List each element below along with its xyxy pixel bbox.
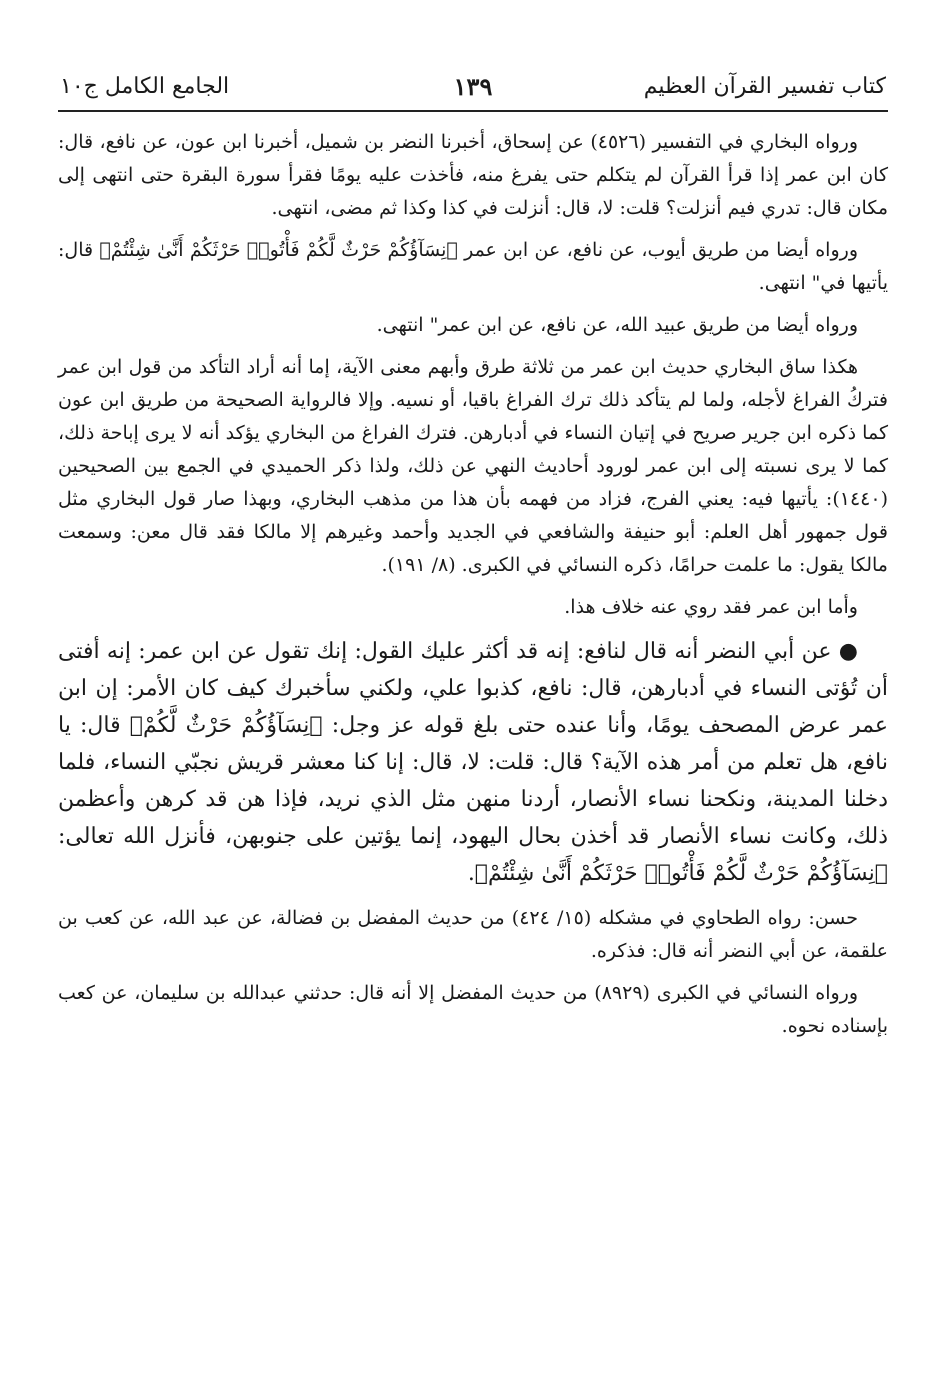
paragraph-commentary: هكذا ساق البخاري حديث ابن عمر من ثلاثة طرق وأبهم معنى الآية، إما أنه أراد التأكد من قول ابن عمر فتركُ الفراغ لأجله، ولما لم يتأكد ذلك ترك الفراغ باقيا، أو نسيه. وإلا فالرواية الصحيحة من طريق ابن عون كما ذكره ابن جرير صريح في إتيان النساء في أدبارهن. فترك الفراغ من البخاري يؤكد أنه لا يرى إباحة ذلك، كما لا يرى نسبته إلى ابن عمر لورود أحاديث النهي عن ذلك، ولذا ذكر الحميدي في الجمع بين الصحيحين (١٤٤٠): يأتيها فيه: يعني الفرج، فزاد من فهمه بأن هذا من مذهب البخاري، وبهذا صار قول البخاري مثل قول جمهور أهل العلم: أبو حنيفة والشافعي في الجديد وأحمد وغيرهم إلا مالكا فقد قال معن: وسمعت مالكا يقول: ما علمت حرامًا، ذكره النسائي في الكبرى. (٨/ ١٩١).	[58, 356, 888, 576]
book-title: كتاب تفسير القرآن العظيم	[643, 74, 886, 99]
hadith-abu-nadr: ● عن أبي النضر أنه قال لنافع: إنه قد أكثر عليك القول: إنك تقول عن ابن عمر: إنه أفتى أن تُؤتى النساء في أدبارهن، قال: نافع، كذبوا علي، ولكني سأخبرك كيف كان الأمر: إن ابن عمر عرض المصحف يومًا، وأنا عنده حتى بلغ قوله عز وجل: ﴿نِسَآؤُكُمْ حَرْثٌ لَّكُمْ﴾ قال: يا نافع، هل تعلم من أمر هذه الآية؟ قال: قلت: لا، قال: إنا كنا معشر قريش نجبّي النساء، فلما دخلنا المدينة، ونكحنا نساء الأنصار، أردنا منهن مثل الذي نريد، فإذا هن قد كرهن وأعظمن ذلك، وكانت نساء الأنصار قد أخذن بحال اليهود، إنما يؤتين على جنوبهن، فأنزل الله تعالى: ﴿نِسَآؤُكُمْ حَرْثٌ لَّكُمْ فَأْتُوا۟ حَرْثَكُمْ أَنَّىٰ شِئْتُمْ﴾.	[58, 639, 888, 886]
paragraph-tahawi-grading: حسن: رواه الطحاوي في مشكله (١٥/ ٤٢٤) من حديث المفضل بن فضالة، عن عبد الله، عن كعب بن علقمة، عن أبي النضر أنه قال: فذكره.	[58, 907, 888, 962]
paragraph-ayyub-route: ورواه أيضا من طريق أيوب، عن نافع، عن ابن عمر ﴿نِسَآؤُكُمْ حَرْثٌ لَّكُمْ فَأْتُوا۟ حَرْثَكُمْ أَنَّىٰ شِئْتُمْ﴾ قال: يأتيها في" انتهى.	[58, 239, 888, 294]
paragraph-ubaydullah-route: ورواه أيضا من طريق عبيد الله، عن نافع، عن ابن عمر" انتهى.	[376, 314, 858, 336]
page-number: ١٣٩	[453, 72, 493, 101]
page-body	[58, 126, 888, 1043]
running-header	[58, 58, 888, 112]
volume-title: الجامع الكامل ج١٠	[60, 74, 230, 99]
paragraph-nasai-route: ورواه النسائي في الكبرى (٨٩٢٩) من حديث المفضل إلا أنه قال: حدثني عبدالله بن سليمان، عن كعب بإسناده نحوه.	[58, 982, 888, 1037]
paragraph-ibn-umar-note: وأما ابن عمر فقد روي عنه خلاف هذا.	[564, 596, 858, 618]
paragraph-bukhari-tafsir: ورواه البخاري في التفسير (٤٥٢٦) عن إسحاق، أخبرنا النضر بن شميل، أخبرنا ابن عون، عن نافع، قال: كان ابن عمر إذا قرأ القرآن لم يتكلم حتى يفرغ منه، فأخذت عليه يومًا فقرأ سورة البقرة حتى انتهى إلى مكان قال: تدري فيم أنزلت؟ قلت: لا، قال: أنزلت في كذا وكذا ثم مضى، انتهى.	[58, 131, 888, 219]
